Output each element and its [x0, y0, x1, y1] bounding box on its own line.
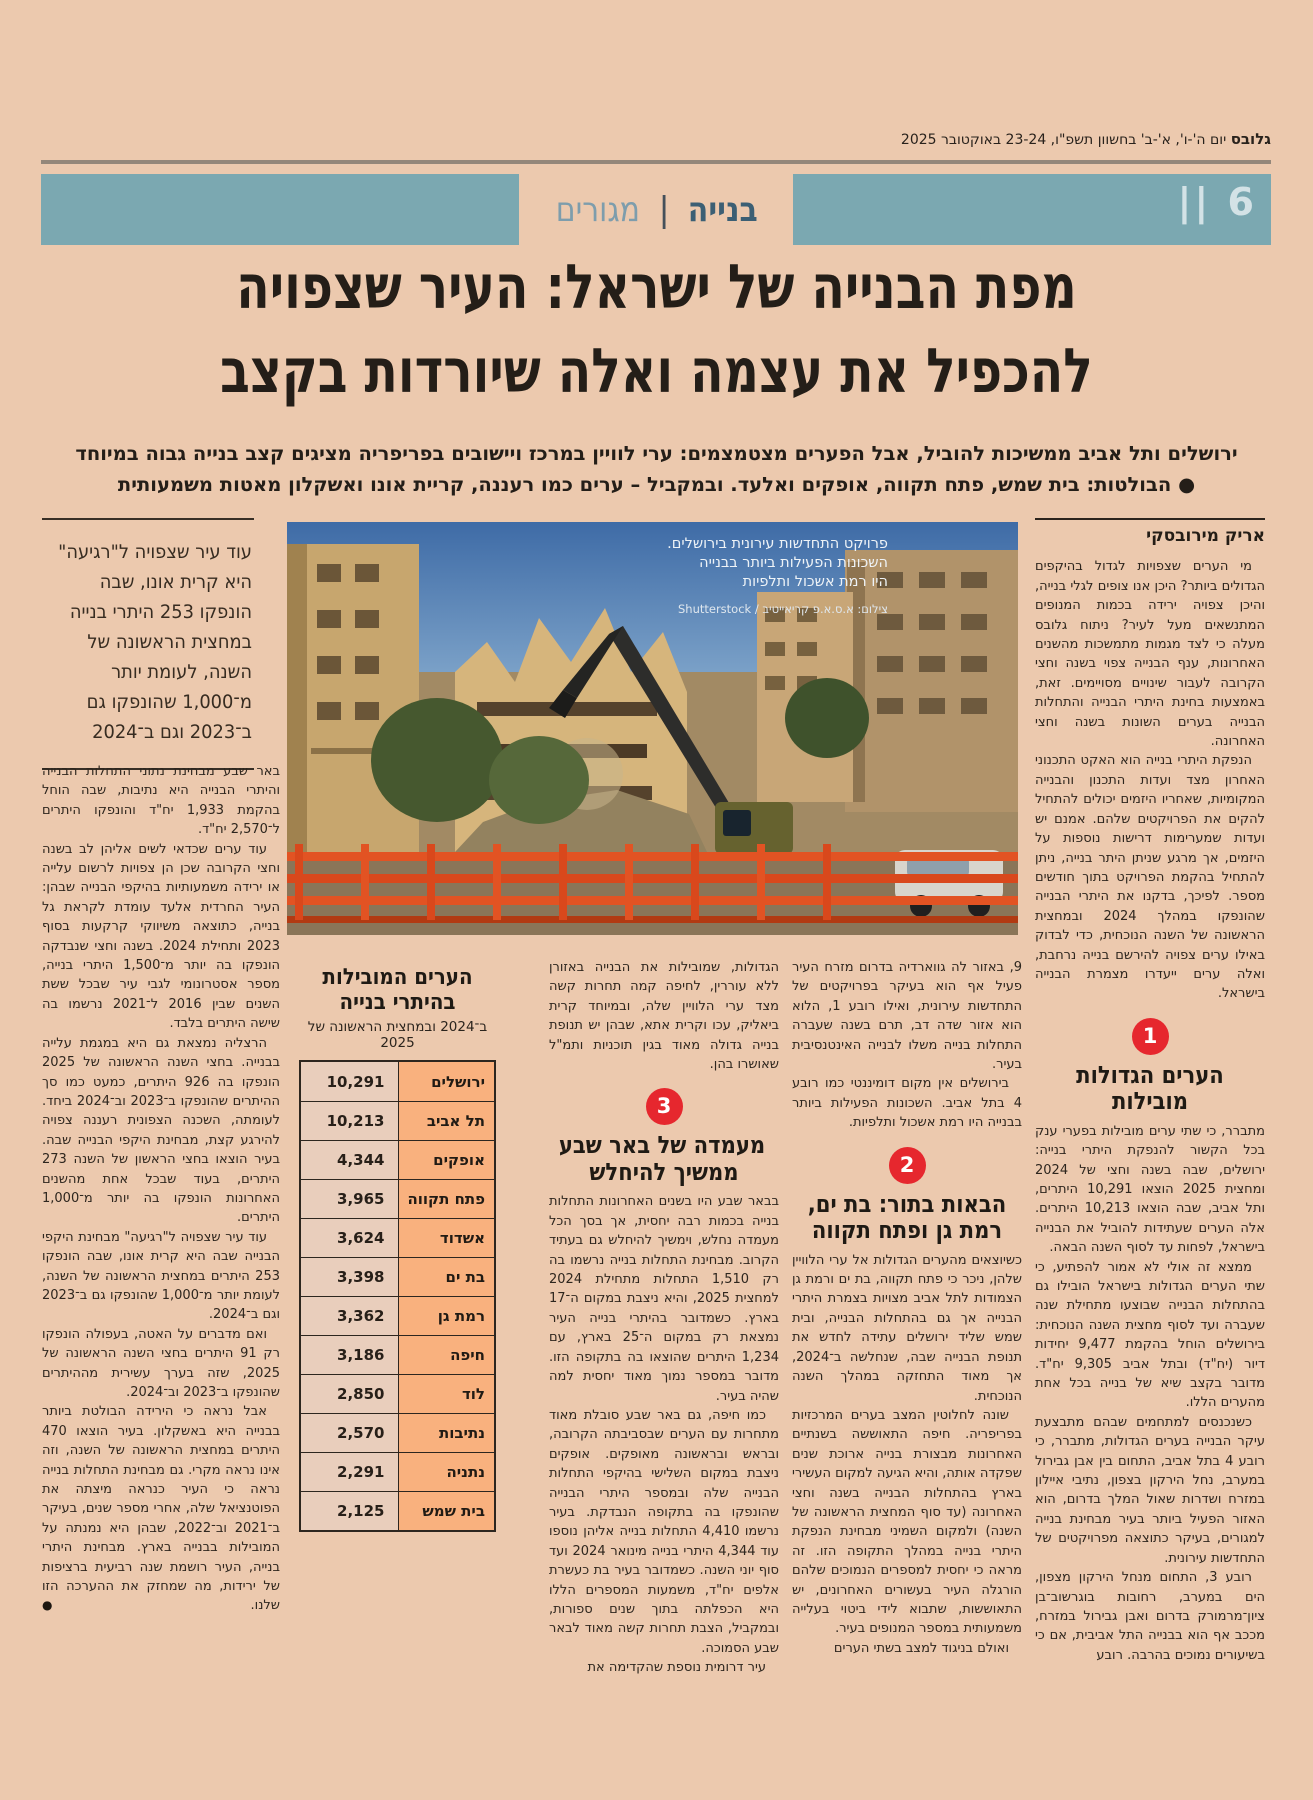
- permits-value: 10,291: [301, 1062, 398, 1101]
- section-1-title: הערים הגדולות: [1076, 1060, 1224, 1089]
- city-name: אשדוד: [398, 1219, 495, 1257]
- caption-line-2: השכונות הפעילות ביותר בבנייה: [699, 555, 888, 571]
- paper-name: גלובס: [1230, 130, 1271, 148]
- demolition-photo: [287, 522, 1018, 935]
- table-row: [301, 1101, 494, 1140]
- byline-rule: [1035, 518, 1265, 520]
- permits-value: 3,398: [301, 1258, 398, 1296]
- permits-value: 3,624: [301, 1219, 398, 1257]
- section-label-box: [519, 174, 793, 245]
- paragraph: כשנכנסים למתחמים שבהם מתבצעת עיקר הבנייה בערים הגדולות, מתברר, כי רובע 4 בתל אביב, התחום בין אבן גבירול במערב, נחל הירקון בצפון, נתיבי איילון במזרח ושדרות שאול המלך בדרום, הוא האזור הפעיל ביותר בעיר מבחינת בנייה למגורים, בעיקר כתוצאה מפרויקטים של התחדשות עירונית.: [1035, 1414, 1265, 1566]
- city-name: חיפה: [398, 1336, 495, 1374]
- permits-value: 4,344: [301, 1141, 398, 1179]
- paragraph: שונה לחלוטין המצב בערים המרכזיות בפריפריה. חיפה התאוששה בשנתיים האחרונות מבצורת בנייה ארוכת שנים שפקדה אותה, והיא הגיעה למקום העשירי בארץ בהתחלות הבנייה בשנה וחצי האחרונה (עד סוף המחצית הראשונה של השנה) ולמקום השמיני מבחינת הנפקת היתרי בנייה במהלך התקופה הזו. זה מראה כי יחסית למספרים הנמוכים שלהם הורגלה העיר בעשורים האחרונים, יש התאוששות, שתבוא לידי ביטוי בעלייה משמעותית במספר המנופים בעיר.: [792, 1407, 1022, 1637]
- pull-quote-text: עוד עיר שצפויה ל"רגיעה" היא קרית אונו, שבה הונפקו 253 היתרי בנייה במחצית הראשונה של השנה, לעומת יותר מ־1,000 שהונפקו גם ב־2023 וגם ב־2024: [58, 541, 253, 743]
- photo-caption: [667, 535, 888, 619]
- paragraph-text: אבל נראה כי הירידה הבולטת ביותר בבנייה היא באשקלון. בעיר הוצאו 470 היתרים במחצית הראשונה של השנה, וזה אינו נראה מקרי. גם מבחינת התחלות בנייה נראה כי העיר כנראה מיצתה את הפוטנציאל שלה, אחרי מספר שנים, בעיקר ב־2021 וב־2022, שבהן היא נמנתה על המובילות בבנייה בארץ. מבחינת היתרי בנייה, העיר רושמת שנה רביעית ברציפות של ירידות, מה שמחזק את ההערכה הזו שלנו.: [42, 1404, 280, 1614]
- section-2-title: הבאות בתור: בת ים,: [807, 1189, 1007, 1218]
- paragraph: רובע 3, התחום מנחל הירקון מצפון, הים במערב, רחובות בוגרשוב־בן ציון־מרמורק בדרום ואבן גבירול במזרח, מככב אף הוא בבנייה התל אביבית, אם כי בשיעורים נמוכים בהרבה. רובע: [1035, 1570, 1265, 1663]
- paragraph: הרצליה נמצאת גם היא במגמת עלייה בבנייה. בחצי השנה הראשונה של 2025 הונפקו בה 926 היתרים, כמעט כמו סך ההיתרים שהונפקו ב־2023 וב־2024 ביחד. לעומתה, השכנה הצפונית רעננה צפויה להירגע קצת, מבחינת היקפי הבנייה שבה. בעיר הוצאו בחצי הראשון של השנה 273 היתרים, בעוד שבכל אחת מהשנים האחרונות הונפקו בה יותר מ־1,000 היתרים.: [42, 1035, 280, 1226]
- byline: אריק מירובסקי: [1146, 526, 1265, 546]
- masthead-dateline: [901, 130, 1271, 148]
- paragraph: בבאר שבע היו בשנים האחרונות התחלות בנייה בכמות רבה יחסית, אך בסך הכל מעמדה נחלש, וימשיך להיחלש גם בעתיד הקרוב. מבחינת התחלות בנייה נרשמו בה רק 1,510 התחלות מתחילת 2024 למחצית 2025, והיא ניצבת במקום ה־17 בארץ. כשמדובר בהיתרי בנייה העיר נמצאת רק במקום ה־25 בארץ, עם 1,234 היתרים שהוצאו בה בתקופה הזו. מדובר במספר נמוך מאוד יחסית למה שהיה בעיר.: [549, 1194, 779, 1404]
- permits-value: 3,362: [301, 1297, 398, 1335]
- table-row: [301, 1413, 494, 1452]
- paragraph: [42, 1402, 280, 1615]
- page-marker: ||: [1177, 180, 1212, 224]
- article-column-3: [549, 958, 779, 1678]
- city-name: בת ים: [398, 1258, 495, 1296]
- paragraph: עוד ערים שכדאי לשים אליהן לב בשנה וחצי הקרובה שכן הן צפויות לרשום עלייה או ירידה משמעותיות בהיקפי הבנייה שבהן: העיר החרדית אלעד עומדת לקראת גל בנייה, כתוצאה משיווקי קרקעות בסוף 2023 ותחילת 2024. בשנה וחצי שנבדקה הונפקו בה יותר מ־1,500 היתרי בנייה, מספר אסטרונומי לגבי עיר שבכל ששת השנים שבין 2016 ל־2021 נרשמו בה שישה היתרים בלבד.: [42, 841, 280, 1032]
- table-row: [301, 1140, 494, 1179]
- section-3-header: [549, 1074, 779, 1192]
- permits-value: 2,570: [301, 1414, 398, 1452]
- pull-quote-box: [42, 518, 254, 770]
- paragraph: ואם מדברים על האטה, בעפולה הונפקו רק 91 היתרים בחצי השנה הראשונה של 2025, שזה בערך עשירית מההיתרים שהונפקו ב־2023 וב־2024.: [42, 1326, 280, 1400]
- permits-value: 3,965: [301, 1180, 398, 1218]
- table-row: [301, 1374, 494, 1413]
- section-2-number-badge: 2: [889, 1147, 926, 1184]
- table-title-line-2: בהיתרי בנייה: [339, 989, 456, 1015]
- table-row: [301, 1257, 494, 1296]
- table-row: [301, 1218, 494, 1257]
- paragraph: מתברר, כי שתי ערים מובילות בפערי ענק בכל הקשור להנפקת היתרי בנייה: ירושלים, שבה בשנה וחצי של 2024 ומחצית 2025 הוצאו 10,291 היתרים, ותל אביב, שבה הוצאו 10,213 היתרים. אלה הערים שעתידות להוביל את הבנייה בישראל, לפחות עד לסוף השנה הבאה.: [1035, 1123, 1265, 1256]
- city-name: לוד: [398, 1375, 495, 1413]
- article-column-2: [792, 958, 1022, 1658]
- table-row: [301, 1491, 494, 1530]
- table-title-line-1: הערים המובילות: [322, 965, 473, 990]
- table-row: [301, 1452, 494, 1491]
- city-name: תל אביב: [398, 1102, 495, 1140]
- paragraph: הגדולות, שמובילות את הבנייה באזורן ללא עוררין, לחיפה קמה תחרות קשה מצד ערי הלוויין שלה, ובמיוחד קרית ביאליק, עכו וקרית אתא, שבהן יש תנופת בנייה גדולה מאוד בגין תוכניות ותמ"ל שאושרו בהן.: [549, 960, 779, 1073]
- caption-line-3: היו רמת אשכול ותלפיות: [742, 574, 888, 590]
- section-divider: |: [658, 189, 670, 230]
- article-column-1: [1035, 518, 1265, 1665]
- paragraph: עיר דרומית נוספת שהקדימה את: [587, 1660, 766, 1676]
- section-secondary: מגורים: [555, 189, 640, 230]
- article-column-5: [42, 762, 280, 1616]
- city-name: אופקים: [398, 1141, 495, 1179]
- paragraph: ממצא זה אולי לא אמור להפתיע, כי שתי הערים הגדולות בישראל הובילו גם בהתחלות הבנייה שבוצעו מתחילת שנה שעברה ועד לסוף מחצית השנה הנוכחית: בירושלים הוחל בהקמת 9,477 יחידות דיור (יח"ד) ובתל אביב 9,305 יח"ד. מדובר בקצב שיא של בנייה בכל אחת מהערים הללו.: [1035, 1259, 1265, 1411]
- page-number-value: 6: [1227, 180, 1257, 224]
- section-2-title-line2: רמת גן ופתח תקווה: [811, 1216, 1003, 1245]
- main-headline: [0, 246, 1313, 414]
- paragraph: 9, באזור לה גווארדיה בדרום מזרח העיר פעיל אף הוא בעיקר בפרויקטים של התחדשות עירונית, ואילו רובע 1, הלוא הוא אזור שדה דב, תרם בשנה שעברה התחלות בנייה משלו לבנייה האינטנסיבית בעיר.: [792, 960, 1022, 1073]
- paragraph: ואולם בניגוד למצב בשתי הערים: [833, 1640, 1009, 1656]
- article-end-mark: ●: [42, 1598, 53, 1613]
- permits-value: 3,186: [301, 1336, 398, 1374]
- city-name: פתח תקווה: [398, 1180, 495, 1218]
- leading-cities-table: [299, 966, 496, 1532]
- subheadline: [40, 438, 1273, 500]
- paragraph: בירושלים אין מקום דומיננטי כמו רובע 4 בתל אביב. השכונות הפעילות ביותר בבנייה היו רמת אשכול ותלפיות.: [792, 1076, 1022, 1131]
- date-text: יום ה'-ו', א'-ב' בחשוון תשפ"ו, 23-24 באוקטובר 2025: [900, 132, 1227, 148]
- permits-value: 10,213: [301, 1102, 398, 1140]
- headline-line-2: להכפיל את עצמה ואלה שיורדות בקצב: [220, 336, 1093, 407]
- paragraph: באר שבע מבחינת נתוני התחלות הבנייה והיתרי הבנייה היא נתיבות, שבה הוחל בהקמת 1,933 יח"ד והונפקו היתרים ל־2,570 יח"ד.: [42, 764, 280, 838]
- table-row: [301, 1179, 494, 1218]
- section-3-title: מעמדה של באר שבע: [558, 1131, 766, 1160]
- table-row: [301, 1296, 494, 1335]
- section-1-title-line2: מובילות: [1111, 1087, 1189, 1116]
- headline-line-1: מפת הבנייה של ישראל: העיר שצפויה: [236, 252, 1077, 323]
- city-name: רמת גן: [398, 1297, 495, 1335]
- paragraph: הנפקת היתרי בנייה הוא האקט התכנוני האחרון מצד ועדות התכנון והבנייה המקומיות, שאחריו היזמים יכולים להתחיל להקים את הפרויקטים שלהם. אמנם יש ועדות שמערימות דרישות נוספות על היזמים, אך מרגע שניתן היתר בנייה, ניתן להתחיל בהקמת הפרויקט בתוך חודשים מספר. לפיכך, בדקנו את היתרי הבנייה שהונפקו במהלך 2024 ובמחצית הראשונה של השנה הנוכחית, כדי לבדוק באילו ערים צפויה להירשם בנייה נרחבת, ואלה ערים ייעדרו מצמרת הבנייה בישראל.: [1035, 753, 1265, 1002]
- table-row: [301, 1062, 494, 1101]
- permits-value: 2,125: [301, 1492, 398, 1530]
- city-name: בית שמש: [398, 1492, 495, 1530]
- section-3-title-line2: ממשיך להיחלש: [589, 1157, 739, 1186]
- paragraph: כשיוצאים מהערים הגדולות אל ערי הלוויין שלהן, ניכר כי פתח תקווה, בת ים ורמת גן הצמודות לתל אביב מצויות בצמרת היתרי הבנייה אך גם בהתחלות הבנייה, ובית שמש שליד ירושלים עתידה לחדש את תנופת הבנייה שבה, שנחלשה ב־2024, אך מאוד התחזקה במהלך השנה הנוכחית.: [792, 1252, 1022, 1404]
- section-3-number-badge: 3: [646, 1088, 683, 1125]
- permits-value: 2,291: [301, 1453, 398, 1491]
- table-grid: [299, 1060, 496, 1532]
- city-name: ירושלים: [398, 1062, 495, 1101]
- caption-line-1: פרויקט התחדשות עירונית בירושלים.: [667, 536, 888, 552]
- city-name: נתיבות: [398, 1414, 495, 1452]
- photo-credit: צילום: א.ס.א.פ קריאייטיב / Shutterstock: [677, 602, 888, 616]
- section-2-header: [792, 1133, 1022, 1251]
- paragraph: כמו חיפה, גם באר שבע סובלת מאוד מתחרות עם הערים שבסביבתה הקרובה, ובראש ובראשונה מאופקים. אופקים ניצבת במקום השלישי בהיקפי התחלות הבנייה שלה ובמספר היתרי הבנייה שהונפקו בה בתקופה הנבדקת. בעיר נרשמו 4,410 התחלות בנייה אליהן נוספו עוד 4,344 היתרי בנייה מינואר 2024 ועד סוף יוני השנה. כשמדובר בעיר בת כעשרת אלפים יח"ד, משמעות המספרים הללו היא הכפלתה בתוך שנים ספורות, ובמקביל, הצבת תחרות קשה מאוד לבאר שבע הסמוכה.: [549, 1407, 779, 1656]
- paragraph: מי הערים שצפויות לגדול בהיקפים הגדולים ביותר? היכן אנו צופים לגלי בנייה, והיכן צפויה ירידה בכמות המנופים המתנשאים מעל לעיר? ניתוח גלובס מעלה כי לצד מגמות מתמשכות מהשנים האחרונות, ענף הבנייה צפוי בשנה וחצי הקרובה לעבור שינויים מסויימים. זאת, באמצעות בחינת היתרי הבנייה והתחלות הבנייה בערים השונות בשנה וחצי האחרונה.: [1035, 559, 1265, 750]
- section-band: [41, 174, 1271, 245]
- demolition-photo-art: [287, 522, 1018, 935]
- section-primary: בנייה: [687, 189, 758, 230]
- paragraph: עוד עיר שצפויה ל"רגיעה" מבחינת היקפי הבנייה שבה היא קרית אונו, שבה הונפקו 253 היתרים במחצית הראשונה של השנה, לעומת יותר מ־1,000 שהונפקו גם ב־2023 וגם ב־2024.: [42, 1229, 281, 1323]
- city-name: נתניה: [398, 1453, 495, 1491]
- permits-value: 2,850: [301, 1375, 398, 1413]
- section-1-header: [1035, 1004, 1265, 1122]
- subheadline-line-2: ● הבולטות: בית שמש, פתח תקווה, אופקים ואלעד. ובמקביל – ערים כמו רעננה, קריית אונו ואשקלון מאטות משמעותית: [117, 473, 1196, 496]
- table-subtitle: ב־2024 ובמחצית הראשונה של 2025: [307, 1019, 488, 1051]
- subheadline-line-1: ירושלים ותל אביב ממשיכות להוביל, אבל הפערים מצטמצמים: ערי לוויין במרכז ויישובים בפריפריה מציגים קצב בנייה גבוה במיוחד: [75, 442, 1238, 465]
- page-number: [1178, 180, 1257, 224]
- section-1-number-badge: 1: [1132, 1018, 1169, 1055]
- table-row: [301, 1335, 494, 1374]
- masthead-rule: [41, 160, 1271, 164]
